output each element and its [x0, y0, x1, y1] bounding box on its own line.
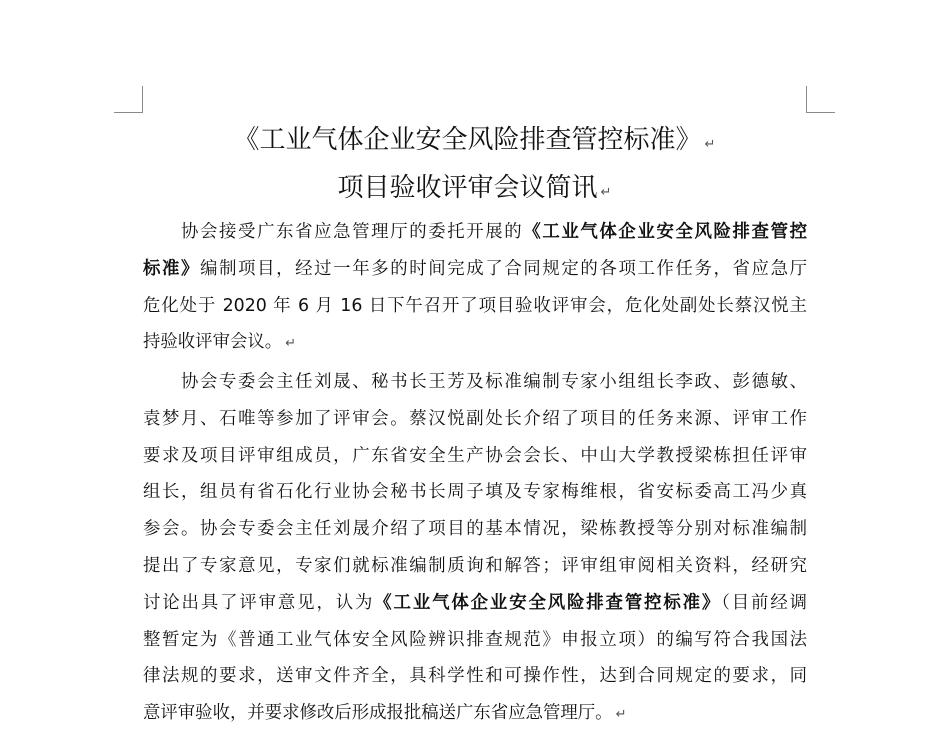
paragraph-line [143, 474, 807, 511]
title-line1-text: 《工业气体企业安全风险排查管控标准》 [233, 125, 702, 155]
paragraph-line [143, 695, 807, 732]
body-paragraph-1 [143, 214, 807, 361]
paragraph-line [143, 548, 807, 585]
bold-standard-title: 《工业气体企业安全风险排查管控标准》 [374, 592, 722, 613]
paragraph-line [143, 401, 807, 438]
paragraph-line [143, 622, 807, 659]
text-run: 整暂定为《普通工业气体安全风险辨识排查规范》申报立项）的编写符合我国法 [143, 629, 807, 650]
paragraph-line [143, 251, 807, 288]
bold-standard-title: 《工业气体企业安全风险排查管控 [523, 222, 807, 242]
paragraph-line [143, 288, 807, 325]
text-run: 讨论出具了评审意见，认为 [143, 592, 375, 613]
paragraph-mark-icon: ↵ [615, 707, 627, 723]
crop-mark-top-right [806, 86, 835, 113]
text-run: 协会专委会主任刘晟、秘书长王芳及标准编制专家小组组长李政、彭德敏、 [181, 372, 807, 392]
bold-standard-title: 标准》 [143, 258, 201, 279]
text-run: 律法规的要求，送审文件齐全，具科学性和可操作性，达到合同规定的要求，同 [143, 666, 807, 687]
text-run: 编制项目，经过一年多的时间完成了合同规定的各项工作任务，省应急厅 [200, 258, 807, 279]
document-title-line1 [0, 123, 949, 162]
paragraph-mark-icon: ↵ [704, 137, 716, 152]
document-title-line2 [0, 171, 949, 210]
text-run: 持验收评审会议。 [143, 332, 283, 353]
text-run: 袁梦月、石唯等参加了评审会。蔡汉悦副处长介绍了项目的任务来源、评审工作 [143, 408, 807, 429]
paragraph-line [143, 438, 807, 475]
text-run: 提出了专家意见，专家们就标准编制质询和解答；评审组审阅相关资料，经研究 [143, 555, 807, 576]
title-line2-text: 项目验收评审会议简讯 [337, 173, 598, 203]
paragraph-line [143, 585, 807, 622]
text-run: （目前经调 [721, 592, 807, 613]
text-run: 协会接受广东省应急管理厅的委托开展的 [181, 222, 524, 242]
body-paragraph-2 [143, 364, 807, 732]
text-run: 危化处于 2020 年 6 月 16 日下午召开了项目验收评审会，危化处副处长蔡汉悦主 [143, 295, 807, 316]
paragraph-line [143, 214, 807, 251]
paragraph-line [143, 364, 807, 401]
text-run: 参会。协会专委会主任刘晟介绍了项目的基本情况，梁栋教授等分别对标准编制 [143, 519, 807, 540]
paragraph-mark-icon: ↵ [600, 185, 612, 200]
text-run: 意评审验收，并要求修改后形成报批稿送广东省应急管理厅。 [143, 703, 613, 724]
paragraph-mark-icon: ↵ [285, 336, 297, 352]
crop-mark-top-left [114, 86, 143, 113]
paragraph-line [143, 658, 807, 695]
paragraph-line [143, 511, 807, 548]
text-run: 要求及项目评审组成员，广东省安全生产协会会长、中山大学教授梁栋担任评审 [143, 445, 807, 466]
text-run: 组长，组员有省石化行业协会秘书长周子填及专家梅维根，省安标委高工冯少真 [143, 482, 807, 503]
paragraph-line [143, 324, 807, 361]
